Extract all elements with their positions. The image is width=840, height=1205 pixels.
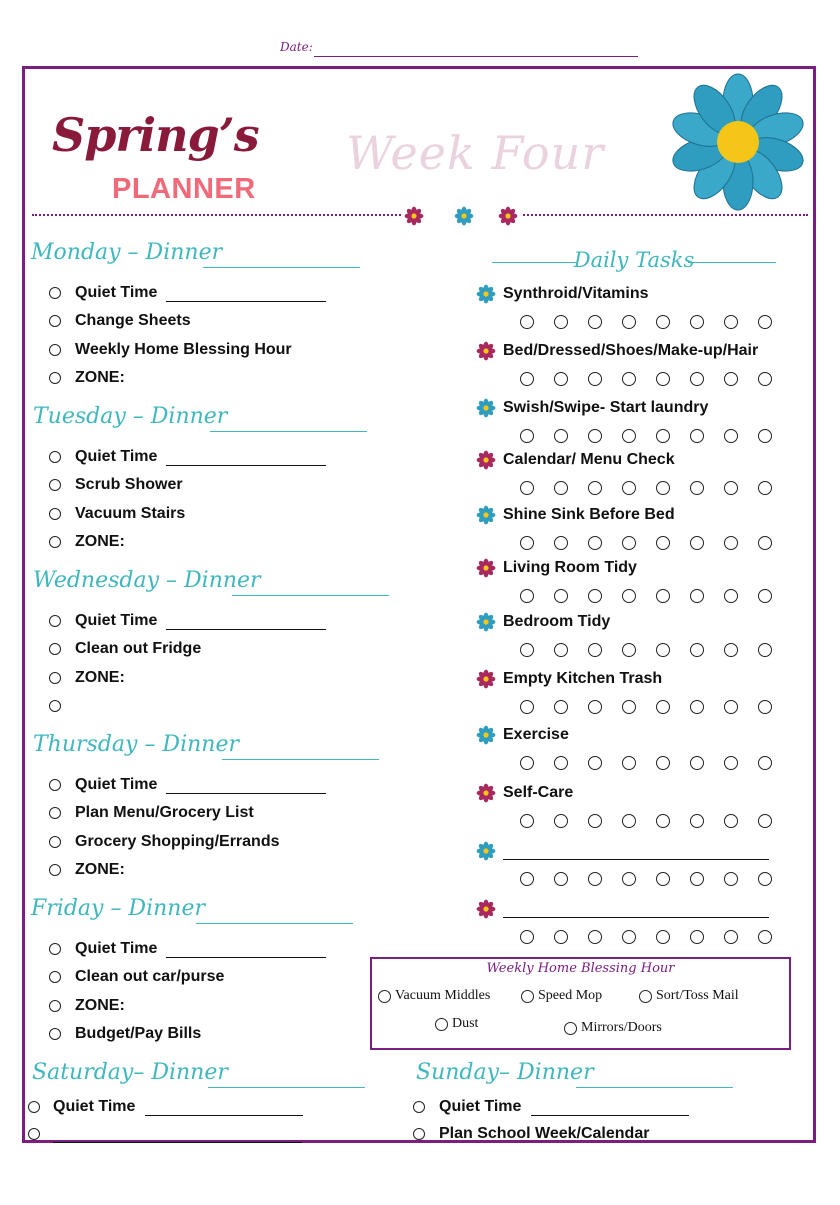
day-checkbox[interactable]: [622, 814, 636, 828]
daily-task-label: Swish/Swipe- Start laundry: [503, 399, 709, 416]
task-label: ZONE:: [75, 369, 125, 387]
blue-flower-icon: [476, 398, 496, 418]
dinner-field[interactable]: [222, 759, 379, 760]
day-checkbox[interactable]: [554, 372, 568, 386]
custom-task-field[interactable]: [503, 859, 769, 860]
day-checkbox[interactable]: [724, 589, 738, 603]
day-checkbox[interactable]: [758, 700, 772, 714]
day-heading: Monday – Dinner: [31, 240, 223, 265]
day-checkbox[interactable]: [758, 643, 772, 657]
day-checkbox[interactable]: [554, 536, 568, 550]
saturday-dinner-field[interactable]: [208, 1087, 365, 1088]
daily-task-label: Bed/Dressed/Shoes/Make-up/Hair: [503, 342, 759, 359]
day-checkbox[interactable]: [690, 429, 704, 443]
day-checkbox[interactable]: [656, 589, 670, 603]
large-flower-icon: [668, 72, 808, 212]
day-checkbox[interactable]: [724, 429, 738, 443]
task-label: ZONE:: [75, 668, 125, 686]
day-checkbox[interactable]: [554, 872, 568, 886]
blessing-item-label: Dust: [452, 1016, 479, 1031]
day-checkbox[interactable]: [622, 372, 636, 386]
dinner-field[interactable]: [210, 431, 367, 432]
daily-task-label: Living Room Tidy: [503, 559, 637, 576]
day-checkbox[interactable]: [622, 429, 636, 443]
day-checkbox[interactable]: [656, 643, 670, 657]
day-checkbox[interactable]: [656, 814, 670, 828]
day-checkbox[interactable]: [588, 756, 602, 770]
checkbox[interactable]: [49, 836, 61, 848]
day-checkbox[interactable]: [554, 756, 568, 770]
daily-task-label: Empty Kitchen Trash: [503, 670, 663, 687]
task-label: Quiet Time: [75, 448, 158, 465]
task-label: Quiet Time: [75, 612, 158, 629]
task-label: Vacuum Stairs: [75, 504, 186, 522]
blue-flower-icon: [476, 725, 496, 745]
task-label: Plan Menu/Grocery List: [75, 804, 254, 822]
checkbox[interactable]: [49, 779, 61, 791]
day-checkbox[interactable]: [588, 643, 602, 657]
checkbox[interactable]: [49, 451, 61, 463]
magenta-flower-icon: [476, 669, 496, 689]
daily-task-label: Synthroid/Vitamins: [503, 285, 649, 302]
day-checkbox[interactable]: [690, 930, 704, 944]
day-checkbox[interactable]: [520, 700, 534, 714]
day-checkbox[interactable]: [656, 481, 670, 495]
blue-flower-icon: [476, 612, 496, 632]
quiet-time-field[interactable]: [166, 957, 326, 958]
day-checkbox[interactable]: [690, 756, 704, 770]
day-checkbox[interactable]: [622, 481, 636, 495]
daily-task-label: Calendar/ Menu Check: [503, 451, 675, 468]
day-heading: Tuesday – Dinner: [33, 404, 228, 429]
checkbox[interactable]: [49, 672, 61, 684]
day-checkbox[interactable]: [588, 481, 602, 495]
day-checkbox[interactable]: [622, 700, 636, 714]
week-label: Week Four: [346, 126, 605, 180]
blessing-item-label: Mirrors/Doors: [581, 1020, 662, 1035]
day-checkbox[interactable]: [724, 814, 738, 828]
divider-flowers: [402, 204, 522, 228]
day-checkbox[interactable]: [588, 872, 602, 886]
day-checkbox[interactable]: [520, 536, 534, 550]
day-checkbox[interactable]: [622, 930, 636, 944]
task-label: Clean out Fridge: [75, 640, 202, 658]
blessing-checkbox[interactable]: [564, 1022, 577, 1035]
day-checkbox[interactable]: [520, 756, 534, 770]
day-checkbox[interactable]: [758, 315, 772, 329]
day-checkbox[interactable]: [554, 315, 568, 329]
day-checkbox[interactable]: [520, 429, 534, 443]
task-label: Budget/Pay Bills: [75, 1025, 202, 1043]
day-checkbox[interactable]: [520, 315, 534, 329]
custom-task-field[interactable]: [503, 917, 769, 918]
day-checkbox[interactable]: [656, 700, 670, 714]
day-checkbox[interactable]: [758, 930, 772, 944]
day-checkbox[interactable]: [520, 930, 534, 944]
day-checkbox[interactable]: [656, 756, 670, 770]
daily-task-label: Bedroom Tidy: [503, 613, 611, 630]
blessing-checkbox[interactable]: [521, 990, 534, 1003]
day-checkbox[interactable]: [656, 930, 670, 944]
day-checkbox[interactable]: [656, 872, 670, 886]
blue-flower-icon: [476, 505, 496, 525]
day-checkbox[interactable]: [690, 315, 704, 329]
title-planner: PLANNER: [112, 173, 256, 205]
day-checkbox[interactable]: [690, 481, 704, 495]
daily-tasks-title: Daily Tasks: [573, 248, 695, 272]
day-checkbox[interactable]: [690, 372, 704, 386]
quiet-time-field[interactable]: [166, 793, 326, 794]
day-checkbox[interactable]: [758, 756, 772, 770]
day-checkbox[interactable]: [588, 814, 602, 828]
task-label: Quiet Time: [75, 940, 158, 957]
day-checkbox[interactable]: [724, 536, 738, 550]
day-heading: Wednesday – Dinner: [33, 568, 261, 593]
custom-task-field[interactable]: [53, 1142, 302, 1143]
blue-flower-icon: [476, 284, 496, 304]
saturday-heading: Saturday– Dinner: [32, 1060, 228, 1085]
magenta-flower-icon: [476, 783, 496, 803]
day-checkbox[interactable]: [690, 814, 704, 828]
checkbox[interactable]: [49, 508, 61, 520]
checkbox[interactable]: [49, 943, 61, 955]
day-checkbox[interactable]: [622, 643, 636, 657]
quiet-time-field[interactable]: [145, 1115, 303, 1116]
day-checkbox[interactable]: [622, 536, 636, 550]
blessing-hour-title: Weekly Home Blessing Hour: [486, 961, 675, 976]
checkbox[interactable]: [413, 1128, 425, 1140]
checkbox[interactable]: [49, 344, 61, 356]
day-checkbox[interactable]: [588, 589, 602, 603]
magenta-flower-icon: [476, 450, 496, 470]
magenta-flower-icon: [476, 899, 496, 919]
quiet-time-field[interactable]: [531, 1115, 689, 1116]
day-checkbox[interactable]: [622, 872, 636, 886]
day-checkbox[interactable]: [656, 372, 670, 386]
day-checkbox[interactable]: [554, 643, 568, 657]
blessing-item-label: Sort/Toss Mail: [656, 988, 739, 1003]
daily-task-label: Shine Sink Before Bed: [503, 506, 675, 523]
day-checkbox[interactable]: [588, 536, 602, 550]
day-checkbox[interactable]: [554, 589, 568, 603]
magenta-flower-icon: [476, 558, 496, 578]
checkbox[interactable]: [413, 1101, 425, 1113]
task-label: Quiet Time: [439, 1098, 522, 1115]
title-script: Spring’s: [52, 108, 259, 162]
day-checkbox[interactable]: [724, 481, 738, 495]
day-checkbox[interactable]: [758, 372, 772, 386]
day-checkbox[interactable]: [622, 589, 636, 603]
checkbox[interactable]: [49, 287, 61, 299]
day-checkbox[interactable]: [554, 700, 568, 714]
day-checkbox[interactable]: [758, 481, 772, 495]
task-label: Grocery Shopping/Errands: [75, 832, 280, 850]
day-checkbox[interactable]: [758, 814, 772, 828]
day-checkbox[interactable]: [758, 589, 772, 603]
magenta-flower-icon: [476, 341, 496, 361]
day-checkbox[interactable]: [520, 643, 534, 657]
day-checkbox[interactable]: [588, 700, 602, 714]
day-heading: Thursday – Dinner: [33, 732, 239, 757]
dinner-field[interactable]: [203, 267, 360, 268]
day-checkbox[interactable]: [758, 429, 772, 443]
day-checkbox[interactable]: [656, 536, 670, 550]
daily-task-label: Exercise: [503, 726, 569, 743]
day-checkbox[interactable]: [656, 429, 670, 443]
daily-task-label: Self-Care: [503, 784, 574, 801]
task-label: Change Sheets: [75, 312, 191, 330]
day-checkbox[interactable]: [588, 372, 602, 386]
checkbox[interactable]: [49, 615, 61, 627]
quiet-time-field[interactable]: [166, 465, 326, 466]
day-checkbox[interactable]: [724, 315, 738, 329]
task-label: Clean out car/purse: [75, 968, 225, 986]
day-checkbox[interactable]: [554, 930, 568, 944]
sunday-heading: Sunday– Dinner: [416, 1060, 594, 1085]
date-label: Date:: [280, 40, 313, 54]
day-checkbox[interactable]: [758, 536, 772, 550]
task-label: Scrub Shower: [75, 476, 183, 494]
day-checkbox[interactable]: [690, 872, 704, 886]
task-label: Weekly Home Blessing Hour: [75, 340, 292, 358]
day-checkbox[interactable]: [520, 589, 534, 603]
blessing-item-label: Speed Mop: [538, 988, 603, 1003]
day-heading: Friday – Dinner: [31, 896, 205, 921]
blue-flower-icon: [476, 841, 496, 861]
day-checkbox[interactable]: [724, 372, 738, 386]
day-checkbox[interactable]: [588, 930, 602, 944]
task-label: Plan School Week/Calendar: [439, 1125, 650, 1142]
blessing-checkbox[interactable]: [639, 990, 652, 1003]
day-checkbox[interactable]: [622, 756, 636, 770]
day-checkbox[interactable]: [520, 372, 534, 386]
blessing-checkbox[interactable]: [378, 990, 391, 1003]
task-label: ZONE:: [75, 996, 125, 1014]
day-checkbox[interactable]: [690, 700, 704, 714]
checkbox[interactable]: [28, 1101, 40, 1113]
blessing-checkbox[interactable]: [435, 1018, 448, 1031]
day-checkbox[interactable]: [690, 589, 704, 603]
task-label: ZONE:: [75, 533, 125, 551]
day-checkbox[interactable]: [690, 536, 704, 550]
task-label: Quiet Time: [53, 1098, 136, 1115]
day-checkbox[interactable]: [588, 315, 602, 329]
quiet-time-field[interactable]: [166, 301, 326, 302]
day-checkbox[interactable]: [724, 700, 738, 714]
quiet-time-field[interactable]: [166, 629, 326, 630]
sunday-dinner-field[interactable]: [576, 1087, 733, 1088]
day-checkbox[interactable]: [724, 643, 738, 657]
task-label: ZONE:: [75, 861, 125, 879]
dinner-field[interactable]: [232, 595, 389, 596]
checkbox[interactable]: [49, 1000, 61, 1012]
day-checkbox[interactable]: [554, 814, 568, 828]
blessing-item-label: Vacuum Middles: [395, 988, 491, 1003]
day-checkbox[interactable]: [724, 872, 738, 886]
date-field[interactable]: [314, 56, 638, 57]
day-checkbox[interactable]: [758, 872, 772, 886]
dinner-field[interactable]: [196, 923, 353, 924]
day-checkbox[interactable]: [690, 643, 704, 657]
day-checkbox[interactable]: [724, 930, 738, 944]
day-checkbox[interactable]: [724, 756, 738, 770]
day-checkbox[interactable]: [554, 481, 568, 495]
day-checkbox[interactable]: [622, 315, 636, 329]
day-checkbox[interactable]: [520, 481, 534, 495]
task-label: Quiet Time: [75, 776, 158, 793]
day-checkbox[interactable]: [554, 429, 568, 443]
task-label: Quiet Time: [75, 284, 158, 301]
day-checkbox[interactable]: [520, 872, 534, 886]
day-checkbox[interactable]: [588, 429, 602, 443]
day-checkbox[interactable]: [520, 814, 534, 828]
day-checkbox[interactable]: [656, 315, 670, 329]
checkbox[interactable]: [28, 1128, 40, 1140]
